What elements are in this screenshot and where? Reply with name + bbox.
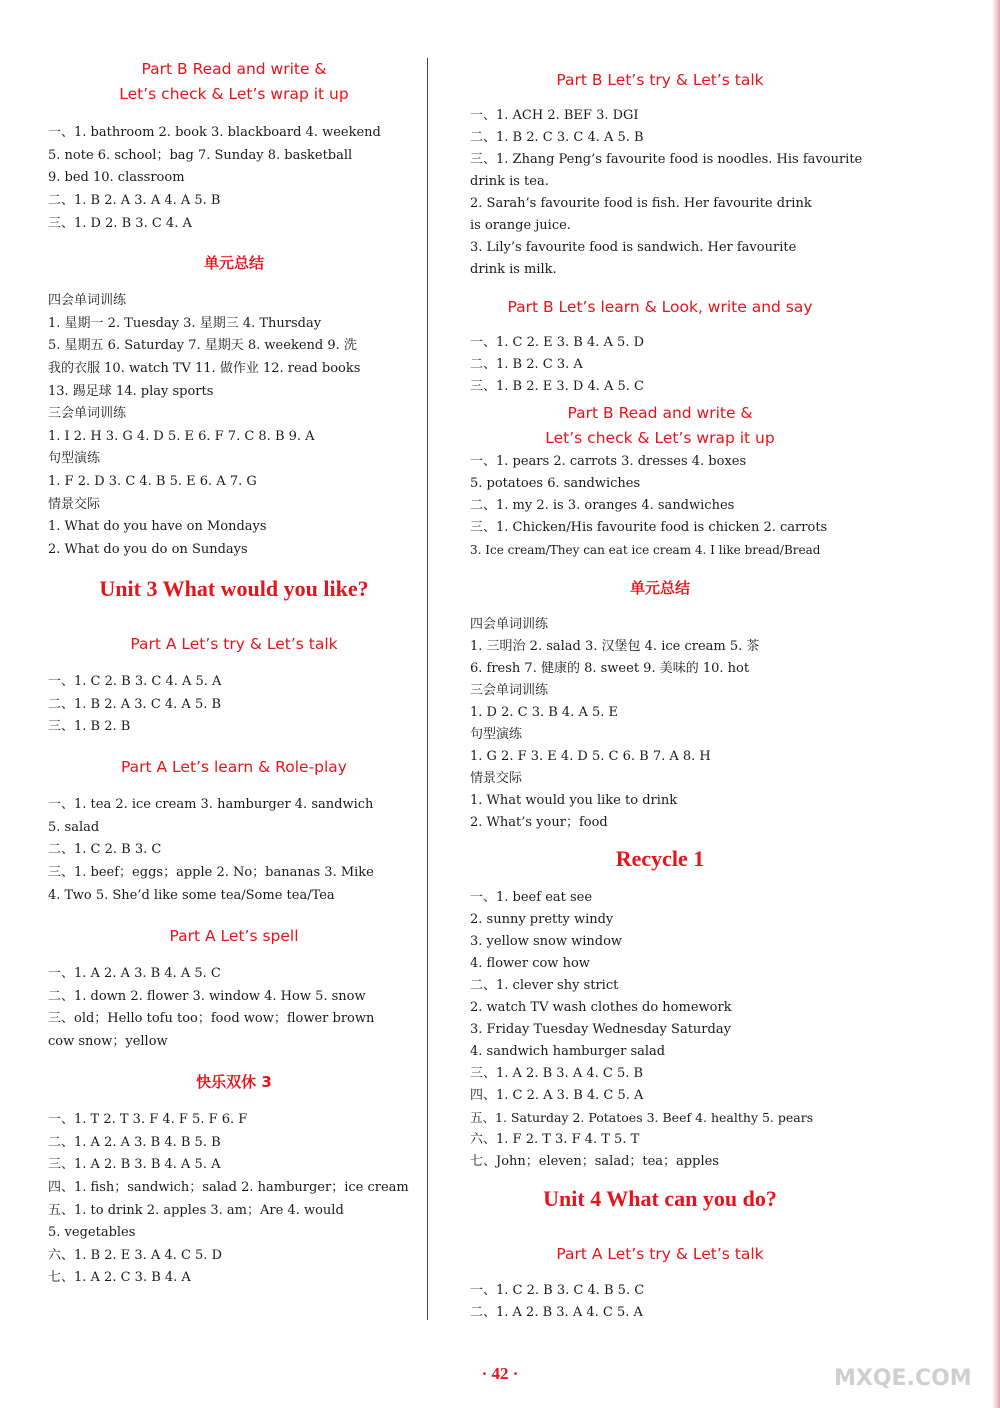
heading-line: Part B Read and write & <box>567 404 753 422</box>
unit-title: Unit 3 What would you like? <box>99 576 369 601</box>
answer-line: 一、1. C 2. E 3. B 4. A 5. D <box>470 335 645 350</box>
answer-line: 二、1. B 2. C 3. A <box>470 357 583 372</box>
answer-line: 三、1. beef；eggs；apple 2. No；bananas 3. Mike <box>48 865 374 880</box>
heading-line: Part A Let’s try & Let’s talk <box>556 1245 764 1263</box>
unit-title: Unit 4 What can you do? <box>543 1186 777 1211</box>
answer-line: 一、1. C 2. B 3. C 4. B 5. C <box>470 1283 645 1298</box>
answer-line: 一、1. A 2. A 3. B 4. A 5. C <box>48 966 221 981</box>
answer-line: 3. Lily’s favourite food is sandwich. Her favourite <box>470 240 797 255</box>
heading-line: Part A Let’s try & Let’s talk <box>130 635 338 653</box>
answer-line: 我的衣服 10. watch TV 11. 做作业 12. read books <box>48 361 361 376</box>
answer-line: 3. Ice cream/They can eat ice cream 4. I like bread/Bread <box>470 543 821 557</box>
answer-line: 三、1. Zhang Peng’s favourite food is noodles. His favourite <box>470 152 863 167</box>
section-heading <box>48 924 420 949</box>
answer-line: 三会单词训练 <box>470 683 549 698</box>
answer-line: 三、1. A 2. B 3. B 4. A 5. A <box>48 1157 221 1172</box>
answer-line: 情景交际 <box>48 497 101 512</box>
answer-line: cow snow；yellow <box>48 1034 168 1049</box>
answer-line: 三、1. B 2. E 3. D 4. A 5. C <box>470 379 645 394</box>
heading-line: Part B Let’s try & Let’s talk <box>556 71 764 89</box>
watermark-url: MXQE.COM <box>834 1366 972 1391</box>
answer-line: 三、1. B 2. B <box>48 719 131 734</box>
answer-line: 四会单词训练 <box>470 617 549 632</box>
answer-line: 5. potatoes 6. sandwiches <box>470 476 641 491</box>
weekend-section-heading: 快乐双休 3 <box>196 1073 272 1091</box>
answer-line: 二、1. A 2. B 3. A 4. C 5. A <box>470 1305 643 1320</box>
answer-line: 5. 星期五 6. Saturday 7. 星期天 8. weekend 9. 洗 <box>48 338 357 353</box>
answer-line: 一、1. bathroom 2. book 3. blackboard 4. weekend <box>48 125 381 140</box>
answer-line: 二、1. B 2. A 3. A 4. A 5. B <box>48 193 221 208</box>
section-heading <box>470 68 850 93</box>
heading-line: Part B Let’s learn & Look, write and say <box>507 298 813 316</box>
answer-line: 1. 星期一 2. Tuesday 3. 星期三 4. Thursday <box>48 316 322 331</box>
answer-line: 2. sunny pretty windy <box>470 912 614 927</box>
answer-line: 七、1. A 2. C 3. B 4. A <box>48 1270 191 1285</box>
answer-line: 4. flower cow how <box>470 956 590 971</box>
unit-summary-heading: 单元总结 <box>629 579 690 597</box>
answer-line: 一、1. tea 2. ice cream 3. hamburger 4. sandwich <box>48 797 374 812</box>
heading-line: Let’s check & Let’s wrap it up <box>119 85 349 103</box>
answer-line: drink is milk. <box>470 262 557 277</box>
section-heading <box>48 632 420 657</box>
answer-line: 5. vegetables <box>48 1225 136 1240</box>
answer-line: 1. D 2. C 3. B 4. A 5. E <box>470 705 619 720</box>
answer-line: 三、1. Chicken/His favourite food is chicken 2. carrots <box>470 520 828 535</box>
section-heading <box>48 755 420 780</box>
answer-line: 一、1. beef eat see <box>470 890 593 905</box>
page-edge <box>992 0 1000 1408</box>
answer-line: 二、1. A 2. A 3. B 4. B 5. B <box>48 1135 221 1150</box>
unit-summary-heading: 单元总结 <box>203 254 264 272</box>
answer-line: 二、1. C 2. B 3. C <box>48 842 162 857</box>
answer-line: 6. fresh 7. 健康的 8. sweet 9. 美味的 10. hot <box>470 661 750 676</box>
column-divider <box>427 58 428 1320</box>
answer-line: 句型演练 <box>48 451 101 466</box>
answer-line: 情景交际 <box>470 771 523 786</box>
answer-line: 1. F 2. D 3. C 4. B 5. E 6. A 7. G <box>48 474 257 489</box>
answer-line: 5. note 6. school；bag 7. Sunday 8. basketball <box>48 148 353 163</box>
answer-line: is orange juice. <box>470 218 571 233</box>
heading-line: Part A Let’s learn & Role-play <box>121 758 347 776</box>
answer-line: 六、1. F 2. T 3. F 4. T 5. T <box>470 1132 640 1147</box>
answer-line: 1. What do you have on Mondays <box>48 519 267 534</box>
section-heading <box>470 1242 850 1267</box>
answer-line: 1. 三明治 2. salad 3. 汉堡包 4. ice cream 5. 茶 <box>470 639 760 654</box>
answer-line: 五、1. to drink 2. apples 3. am；Are 4. would <box>48 1203 344 1218</box>
answer-line: 一、1. pears 2. carrots 3. dresses 4. boxes <box>470 454 747 469</box>
section-heading <box>470 295 850 320</box>
answer-line: 二、1. down 2. flower 3. window 4. How 5. snow <box>48 989 366 1004</box>
answer-line: 4. sandwich hamburger salad <box>470 1044 666 1059</box>
answer-line: 1. I 2. H 3. G 4. D 5. E 6. F 7. C 8. B 9. A <box>48 429 315 444</box>
answer-line: 三、1. A 2. B 3. A 4. C 5. B <box>470 1066 644 1081</box>
answer-line: 四、1. C 2. A 3. B 4. C 5. A <box>470 1088 644 1103</box>
answer-line: 二、1. clever shy strict <box>470 978 619 993</box>
answer-line: 1. What would you like to drink <box>470 793 678 808</box>
answer-line: 2. Sarah’s favourite food is fish. Her favourite drink <box>470 196 812 211</box>
section-heading <box>470 401 850 451</box>
answer-line: 2. What’s your；food <box>470 815 608 830</box>
answer-line: 四会单词训练 <box>48 293 127 308</box>
answer-line: 4. Two 5. She’d like some tea/Some tea/Tea <box>48 888 335 903</box>
answer-line: 三会单词训练 <box>48 406 127 421</box>
answer-line: 五、1. Saturday 2. Potatoes 3. Beef 4. healthy 5. pears <box>470 1110 814 1125</box>
answer-line: 四、1. fish；sandwich；salad 2. hamburger；ice cream <box>48 1180 409 1195</box>
heading-line: Part B Read and write & <box>141 60 327 78</box>
answer-line: 一、1. T 2. T 3. F 4. F 5. F 6. F <box>48 1112 248 1127</box>
heading-line: Let’s check & Let’s wrap it up <box>545 429 775 447</box>
answer-line: 七、John；eleven；salad；tea；apples <box>470 1154 719 1169</box>
answer-line: 3. Friday Tuesday Wednesday Saturday <box>470 1022 731 1037</box>
answer-line: 三、old；Hello tofu too；food wow；flower brown <box>48 1011 375 1026</box>
answer-line: 5. salad <box>48 820 100 835</box>
answer-line: 9. bed 10. classroom <box>48 170 185 185</box>
heading-line: Part A Let’s spell <box>169 927 299 945</box>
answer-line: 一、1. ACH 2. BEF 3. DGI <box>470 108 639 123</box>
answer-line: 二、1. my 2. is 3. oranges 4. sandwiches <box>470 498 735 513</box>
answer-line: 3. yellow snow window <box>470 934 623 949</box>
answer-line: 1. G 2. F 3. E 4. D 5. C 6. B 7. A 8. H <box>470 749 711 764</box>
watermark-logo <box>828 1318 990 1398</box>
answer-line: 13. 踢足球 14. play sports <box>48 384 214 399</box>
answer-line: 六、1. B 2. E 3. A 4. C 5. D <box>48 1248 223 1263</box>
page-number: · 42 · <box>481 1364 519 1383</box>
answer-line: 三、1. D 2. B 3. C 4. A <box>48 216 192 231</box>
answer-line: 2. watch TV wash clothes do homework <box>470 1000 732 1015</box>
answer-line: 一、1. C 2. B 3. C 4. A 5. A <box>48 674 222 689</box>
answer-line: drink is tea. <box>470 174 549 189</box>
answer-line: 2. What do you do on Sundays <box>48 542 248 557</box>
answer-line: 句型演练 <box>470 727 523 742</box>
answer-line: 二、1. B 2. A 3. C 4. A 5. B <box>48 697 222 712</box>
section-heading <box>48 57 420 107</box>
answer-line: 二、1. B 2. C 3. C 4. A 5. B <box>470 130 644 145</box>
recycle-title: Recycle 1 <box>615 846 705 871</box>
